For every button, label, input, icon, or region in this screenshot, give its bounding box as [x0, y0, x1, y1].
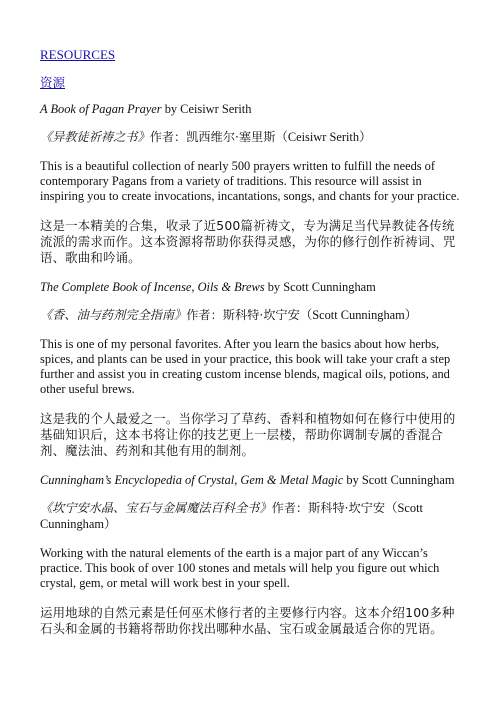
resources-heading-zh [40, 75, 462, 90]
book-description-en: Working with the natural elements of the earth is a major part of any Wiccan’s practice. This book of over 100 stones and metals will help you figure out which crystal, gem, or metal will work best in your spell. [40, 546, 440, 590]
book-author: by Ceisiwr Serith [161, 102, 252, 116]
book-title-zh-text: 《异教徒祈祷之书》 [40, 130, 150, 144]
book-title: A Book of Pagan Prayer [40, 102, 162, 116]
book-title-en [40, 280, 462, 295]
resources-link-zh[interactable]: 资源 [40, 75, 66, 90]
book-title-zh [40, 307, 462, 323]
book-author-paren: （Scott Cunningham） [299, 308, 418, 322]
book-description-en: This is a beautiful collection of nearly 500 prayers written to fulfill the needs of contemporary Pagans from a variety of traditions. This resource will assist in inspiring you to create invocations, incantations, songs, and chants for your practice. [40, 159, 460, 203]
book-title: The Complete Book of Incense, Oils & Brews [40, 280, 265, 294]
book-author-zh: 作者：凯西维尔·塞里斯 [149, 130, 276, 144]
book-description-zh: 运用地球的自然元素是任何巫术修行者的主要修行内容。这本介绍100多种石头和金属的书籍将帮助你找出哪种水晶、宝石或金属最适合你的咒语。 [40, 605, 455, 636]
book-title-zh [40, 500, 462, 532]
resources-heading-en [40, 47, 462, 63]
book-description-en: This is one of my personal favorites. After you learn the basics about how herbs, spices, and plants can be used in your practice, this book will take your craft a step further and assist you in creating custom incense blends, magical oils, potions, and other useful brews. [40, 337, 451, 396]
book-author-paren: （Ceisiwr Serith） [275, 130, 372, 144]
book-author-zh: 作者：斯科特·坎宁安 [271, 501, 386, 515]
book-description-zh: 这是我的个人最爱之一。当你学习了草药、香料和植物如何在修行中使用的基础知识后，这本书将让你的技艺更上一层楼，帮助你调制专属的香混合剂、魔法油、药剂和其他有用的制剂。 [40, 411, 456, 458]
document-page [40, 47, 462, 651]
book-title-zh-text: 《香、油与药剂完全指南》 [40, 308, 187, 322]
book-author: by Scott Cunningham [264, 280, 376, 294]
resources-link-en[interactable]: RESOURCES [40, 47, 116, 62]
book-title-zh [40, 129, 462, 145]
book-title: Cunningham’s Encyclopedia of Crystal, Gem & Metal Magic [40, 473, 344, 487]
book-title-zh-text: 《坎宁安水晶、宝石与金属魔法百科全书》 [40, 501, 272, 515]
book-description-zh: 这是一本精美的合集，收录了近500篇祈祷文，专为满足当代异教徒各传统流派的需求而作。这本资源将帮助你获得灵感，为你的修行创作祈祷词、咒语、歌曲和吟诵。 [40, 218, 456, 265]
book-author: by Scott Cunningham [343, 473, 455, 487]
book-author-paren: （Scott Cunningham） [40, 501, 423, 531]
book-author-zh: 作者：斯科特·坎宁安 [186, 308, 300, 322]
book-title-en [40, 473, 462, 488]
book-title-en [40, 102, 462, 117]
